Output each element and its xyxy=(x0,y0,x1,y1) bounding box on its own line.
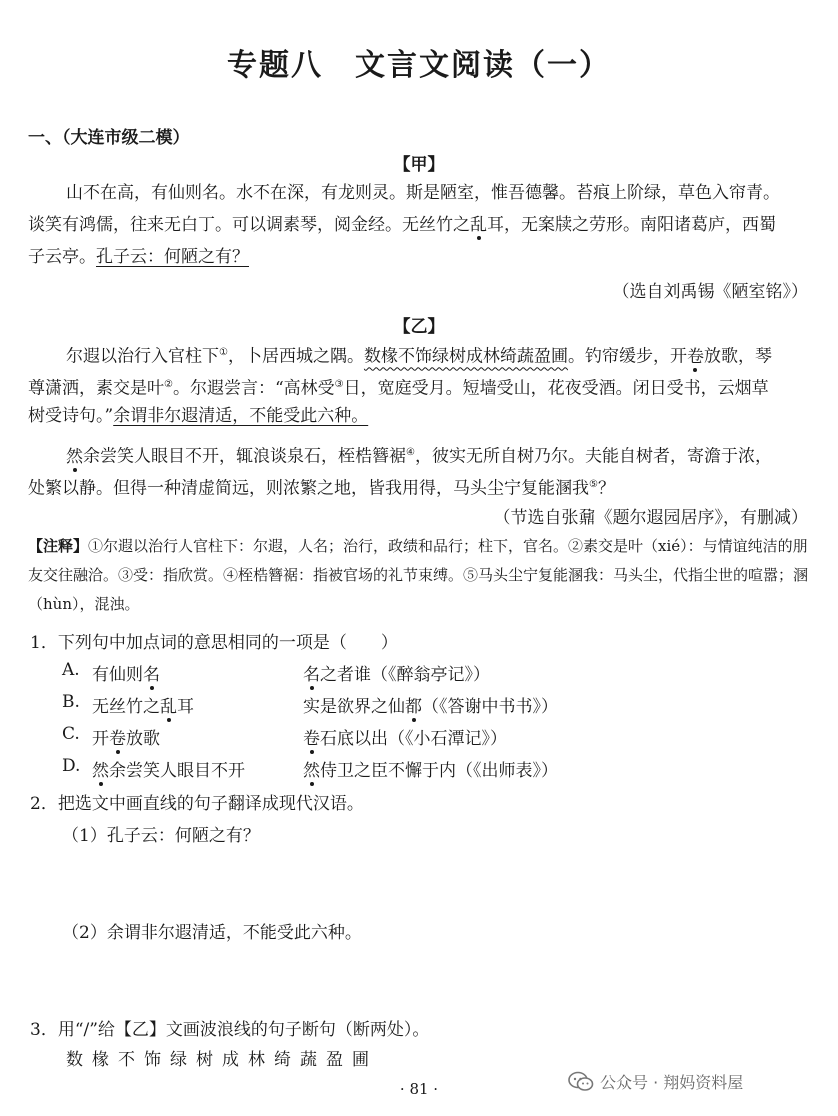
q1-option-a-right: 名之者谁（《醉翁亭记》） xyxy=(303,665,490,685)
question-2-sub-1: （1）孔子云：何陋之有？ xyxy=(62,826,260,846)
section-heading: 一、（大连市级二模） xyxy=(28,128,190,148)
q1-option-c-left: 开卷放歌 xyxy=(92,729,160,749)
q1-option-d-left: 然余尝笑人眼目不开 xyxy=(92,761,245,781)
jia-underlined-sentence: 孔子云：何陋之有？ xyxy=(96,247,249,267)
q1-option-b-right: 实是欲界之仙都（《答谢中书书》） xyxy=(303,697,558,717)
page-number: · 81 · xyxy=(399,1080,439,1098)
q1-option-b-left: 无丝竹之乱耳 xyxy=(92,697,194,717)
yi-source: （节选自张鼐《题尔遐园居序》，有删减） xyxy=(493,508,808,528)
jia-line-2: 谈笑有鸿儒，往来无白丁。可以调素琴，阅金经。无丝竹之乱耳，无案牍之劳形。南阳诸葛庐，西蜀 xyxy=(28,215,776,235)
watermark: 公众号 · 翔妈资料屋 xyxy=(568,1070,743,1093)
jia-line-3: 子云亭。孔子云：何陋之有？ xyxy=(28,247,249,267)
q1-option-c-key: C. xyxy=(62,724,80,744)
wechat-icon xyxy=(568,1071,594,1093)
yi-line-4: 然余尝笑人眼目不开，辄浪谈泉石，桎梏簪裾④，彼实无所自树乃尔。夫能自树者，寄澹于浓， xyxy=(66,446,772,467)
yi-line-5: 处繁以静。但得一种清虚简远，则浓繁之地，皆我用得，马头尘宁复能溷我⑤？ xyxy=(28,478,615,499)
yi-line-2: 尊潇洒，素交是叶②。尔遐尝言：“高林受③日，宽庭受月。短墙受山，花夜受酒。闭日受书，云烟草 xyxy=(28,378,769,399)
yi-wavy-sentence: 数椽不饰绿树成林绮蔬盈圃 xyxy=(363,346,568,367)
question-2-sub-2: （2）余谓非尔遐清适，不能受此六种。 xyxy=(62,923,362,943)
q1-option-a-key: A. xyxy=(62,660,80,680)
yi-underlined-sentence: 余谓非尔遐清适，不能受此六种。 xyxy=(113,406,369,426)
question-1-stem: 1．下列句中加点词的意思相同的一项是（ ） xyxy=(30,633,398,653)
q1-option-b-key: B. xyxy=(62,692,80,712)
notes: 【注释】①尔遐以治行人官柱下：尔遐，人名；治行，政绩和品行；柱下，官名。②素交是叶（xié）：与情谊纯洁的朋友交往融洽。③受：指欣赏。④桎梏簪裾：指被官场的礼节束缚。⑤马头尘宁复能溷我：马头尘，代指尘世的喧嚣；溷（hùn），混浊。 xyxy=(28,537,809,613)
yi-line-1: 尔遐以治行入官柱下①，卜居西城之隅。数椽不饰绿树成林绮蔬盈圃。钓帘缓步，开卷放歌，琴 xyxy=(66,346,772,367)
jia-label: 【甲】 xyxy=(393,155,445,175)
q1-option-d-right: 然侍卫之臣不懈于内（《出师表》） xyxy=(303,761,558,781)
jia-source: （选自刘禹锡《陋室铭》） xyxy=(612,282,808,302)
q1-option-a-left: 有仙则名 xyxy=(92,665,160,685)
question-3-stem: 3．用“/”给【乙】文画波浪线的句子断句（断两处）。 xyxy=(30,1020,430,1040)
jia-line-1: 山不在高，有仙则名。水不在深，有龙则灵。斯是陋室，惟吾德馨。苔痕上阶绿，草色入帘青。 xyxy=(66,183,780,203)
page-title: 专题八 文言文阅读（一） xyxy=(227,48,611,83)
question-3-sentence: 数椽不饰绿树成林绮蔬盈圃 xyxy=(66,1050,378,1070)
q1-option-c-right: 卷石底以出（《小石潭记》） xyxy=(303,729,507,749)
q1-option-d-key: D. xyxy=(62,756,81,776)
question-2-stem: 2．把选文中画直线的句子翻译成现代汉语。 xyxy=(30,794,364,814)
yi-label: 【乙】 xyxy=(393,317,445,337)
yi-line-3: 树受诗句。”余谓非尔遐清适，不能受此六种。 xyxy=(28,406,369,426)
